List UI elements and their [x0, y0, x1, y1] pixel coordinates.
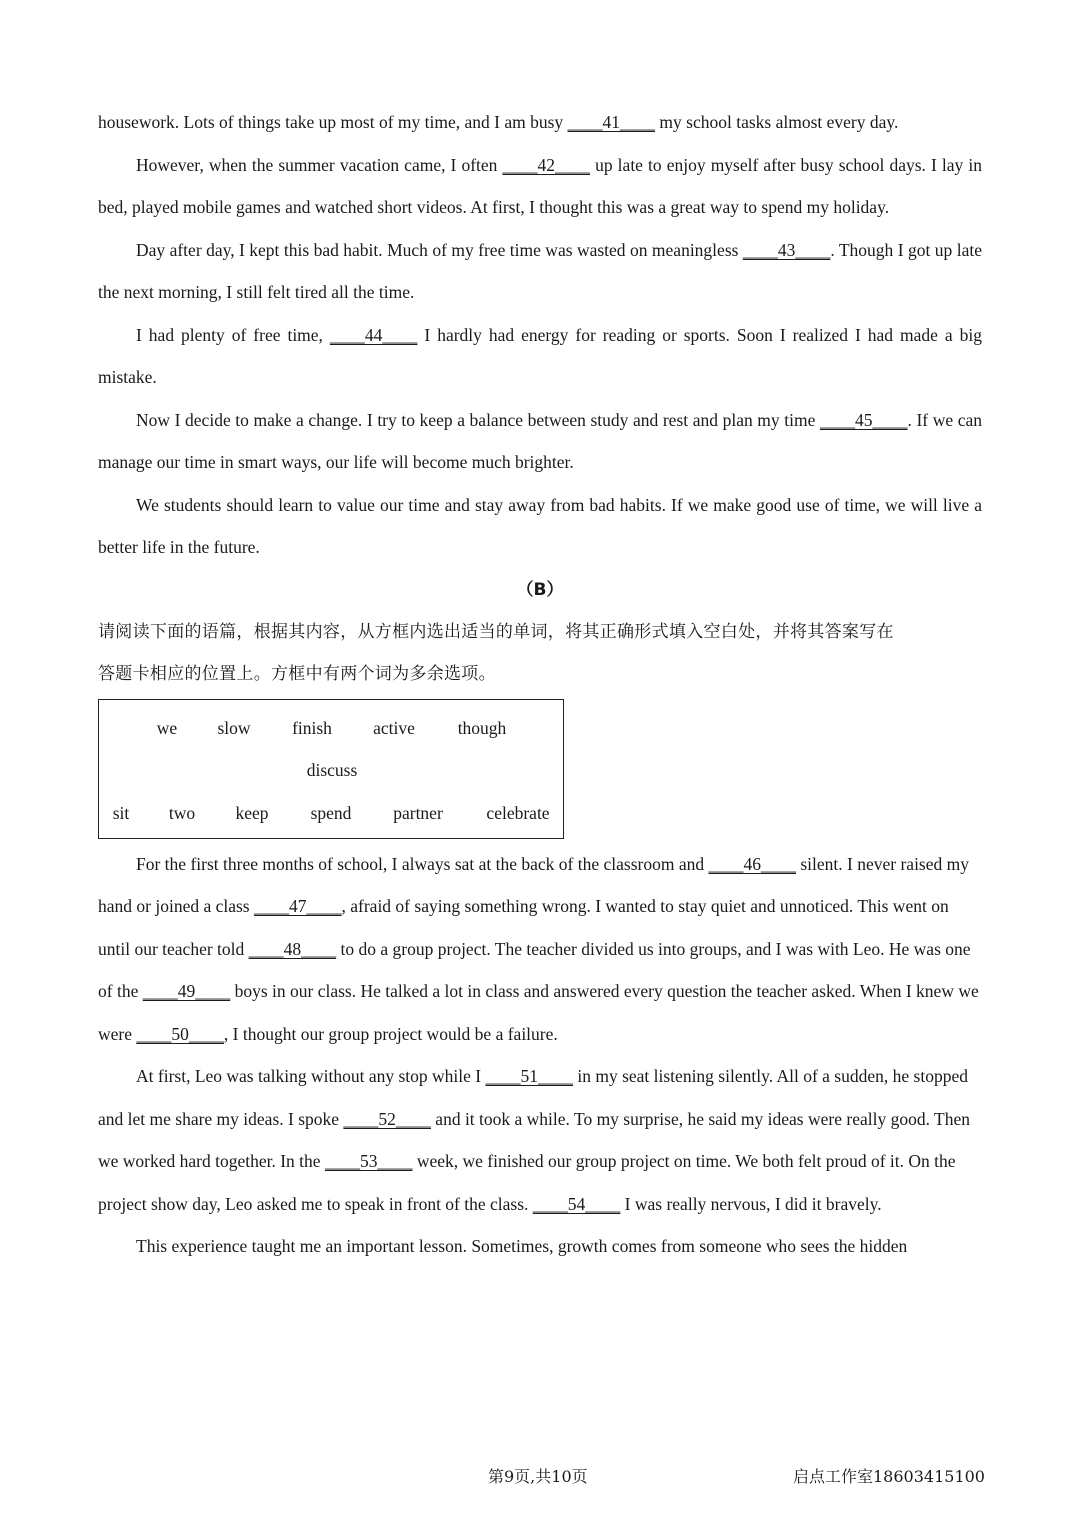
- blank-48: ____48____: [248, 938, 337, 959]
- text-run: , afraid of saying something wrong. I wanted to stay quiet and unnoticed. This went on until our teacher told: [98, 896, 949, 959]
- word-bank-word: we: [156, 717, 178, 738]
- passage-b-paragraph-1: [98, 843, 982, 1056]
- text-run: I had plenty of free time,: [136, 324, 330, 345]
- text-run: For the first three months of school, I always sat at the back of the classroom and: [136, 853, 709, 874]
- text-run: I hardly had energy for reading or sports. Soon I realized I had made a big mistake.: [98, 324, 982, 387]
- blank-49: ____49____: [142, 981, 231, 1001]
- blank-54: ____54____: [532, 1193, 621, 1214]
- passage-a-paragraph-5: [98, 399, 982, 484]
- blank-52: ____52____: [343, 1108, 431, 1129]
- text-run: housework. Lots of things take up most of my time, and I am busy: [98, 112, 568, 132]
- text-run: At first, Leo was talking without any stop while I: [136, 1066, 486, 1086]
- blank-42: ____42____: [502, 154, 591, 175]
- word-bank-word: finish: [292, 717, 332, 738]
- word-bank-word: discuss: [306, 759, 358, 780]
- passage-a-paragraph-6: [98, 484, 982, 569]
- footer-studio: 启点工作室18603415100: [793, 1467, 985, 1486]
- text-run: This experience taught me an important lesson. Sometimes, growth comes from someone who sees the hidden: [136, 1236, 908, 1256]
- text-run: silent. I never raised my hand or joined a class: [98, 853, 970, 916]
- word-bank-word: celebrate: [486, 802, 550, 823]
- passage-a-paragraph-4: [98, 314, 982, 399]
- section-b-instruction-line-2: 答题卡相应的位置上。方框中有两个词为多余选项。: [98, 664, 496, 684]
- passage-a-paragraph-3: [98, 229, 982, 314]
- document-page: [98, 101, 982, 1268]
- text-run: However, when the summer vacation came, I often: [136, 154, 503, 175]
- section-b-instruction-line-1: 请阅读下面的语篇，根据其内容，从方框内选出适当的单词，将其正确形式填入空白处，并将其答案写在: [98, 621, 894, 642]
- text-run: We students should learn to value our time and stay away from bad habits. If we make good use of time, we will live a better life in the future.: [98, 494, 982, 557]
- text-run: in my seat listening silently. All of a sudden, he stopped and let me share my ideas. I spoke: [98, 1066, 968, 1129]
- text-run: . Though I got up late the next morning, I still felt tired all the time.: [98, 239, 982, 302]
- text-run: , I thought our group project would be a failure.: [223, 1023, 558, 1044]
- word-bank-word: keep: [235, 802, 269, 823]
- word-bank-word: two: [168, 802, 196, 823]
- blank-45: ____45____: [819, 409, 908, 430]
- blank-44: ____44____: [329, 324, 418, 345]
- passage-b-paragraph-2: [98, 1055, 982, 1225]
- passage-b-paragraph-3: [98, 1225, 982, 1268]
- blank-50: ____50____: [136, 1023, 224, 1044]
- text-run: . If we can manage our time in smart ways, our life will become much brighter.: [98, 409, 982, 472]
- blank-51: ____51____: [485, 1066, 573, 1086]
- word-bank-word: partner: [393, 802, 443, 823]
- section-b-heading: （B）: [516, 579, 564, 600]
- passage-a-paragraph-1: [98, 101, 982, 144]
- text-run: and it took a while. To my surprise, he said my ideas were really good. Then we worked hard together. In the: [98, 1108, 970, 1171]
- blank-41: ____41____: [567, 112, 656, 132]
- text-run: to do a group project. The teacher divided us into groups, and I was with Leo. He was one of the: [98, 938, 971, 1001]
- word-bank-word: though: [457, 717, 507, 738]
- blank-46: ____46____: [708, 853, 796, 874]
- blank-53: ____53____: [324, 1151, 413, 1171]
- word-bank-box: [98, 699, 564, 839]
- footer-page-info: 第9页,共10页: [488, 1467, 588, 1486]
- text-run: boys in our class. He talked a lot in class and answered every question the teacher asked. When I knew we were: [98, 981, 979, 1044]
- blank-43: ____43____: [742, 239, 831, 260]
- word-bank-word: slow: [217, 717, 251, 738]
- text-run: Day after day, I kept this bad habit. Much of my free time was wasted on meaningless: [136, 239, 743, 260]
- word-bank-word: active: [373, 717, 415, 738]
- word-bank-word: sit: [112, 802, 130, 823]
- word-bank-word: spend: [310, 802, 352, 823]
- blank-47: ____47____: [254, 896, 342, 916]
- text-run: Now I decide to make a change. I try to keep a balance between study and rest and plan my time: [136, 409, 820, 430]
- text-run: my school tasks almost every day.: [655, 112, 899, 132]
- text-run: week, we finished our group project on time. We both felt proud of it. On the project show day, Leo asked me to speak in front of the class.: [98, 1151, 956, 1214]
- text-run: I was really nervous, I did it bravely.: [620, 1193, 882, 1214]
- text-run: up late to enjoy myself after busy school days. I lay in bed, played mobile games and watched short videos. At first, I thought this was a great way to spend my holiday.: [98, 154, 982, 217]
- passage-a-paragraph-2: [98, 144, 982, 229]
